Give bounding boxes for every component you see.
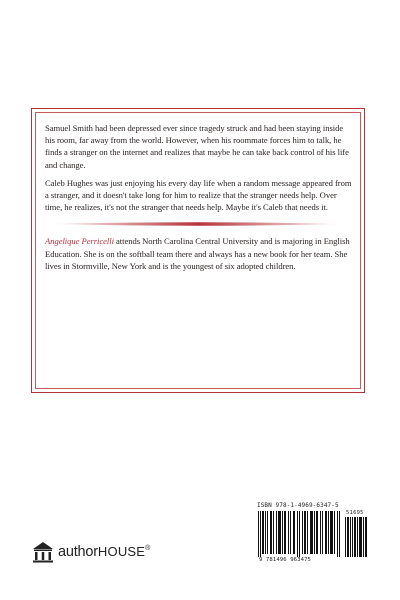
publisher-name xyxy=(58,544,150,560)
ornamental-divider xyxy=(45,219,353,229)
author-bio xyxy=(45,235,353,272)
publisher-name-lower: author xyxy=(58,544,98,560)
blurb-paragraph-2: Caleb Hughes was just enjoying his every day life when a random message appeared from a stranger, and it doesn't take long for him to realize that the stranger needs help. Over time, he realizes, it's not the stranger that needs help. Maybe it's Caleb that needs it. xyxy=(45,177,352,213)
addon-barcode-bars xyxy=(345,517,367,557)
library-building-icon xyxy=(32,541,54,563)
blurb-paragraph-1: Samuel Smith had been depressed ever since tragedy struck and had been staying inside his room, far away from the world. However, when his roommate forces him to talk, he finds a stranger on the internet and realizes that maybe he can take back control of his life and change. xyxy=(45,123,349,170)
isbn-barcode xyxy=(257,502,369,566)
ean-barcode-bars xyxy=(257,511,343,557)
back-cover-text-panel xyxy=(35,112,361,389)
author-bio-text: attends North Carolina Central University and is majoring in English Education. She is on the softball team there and always has a new book for her team. She lives in Stormville, New York and is the youngest of six adopted children. xyxy=(45,236,350,271)
isbn-label: ISBN 978-1-4969-6347-5 xyxy=(257,502,339,509)
registered-mark: ® xyxy=(145,545,151,553)
author-name: Angelique Perricelli xyxy=(45,236,114,247)
barcode-digits: 9 781496 963475 xyxy=(259,557,312,563)
publisher-logo xyxy=(32,540,150,564)
publisher-name-upper: HOUSE xyxy=(97,544,146,559)
addon-digits: 51695 xyxy=(346,510,364,516)
